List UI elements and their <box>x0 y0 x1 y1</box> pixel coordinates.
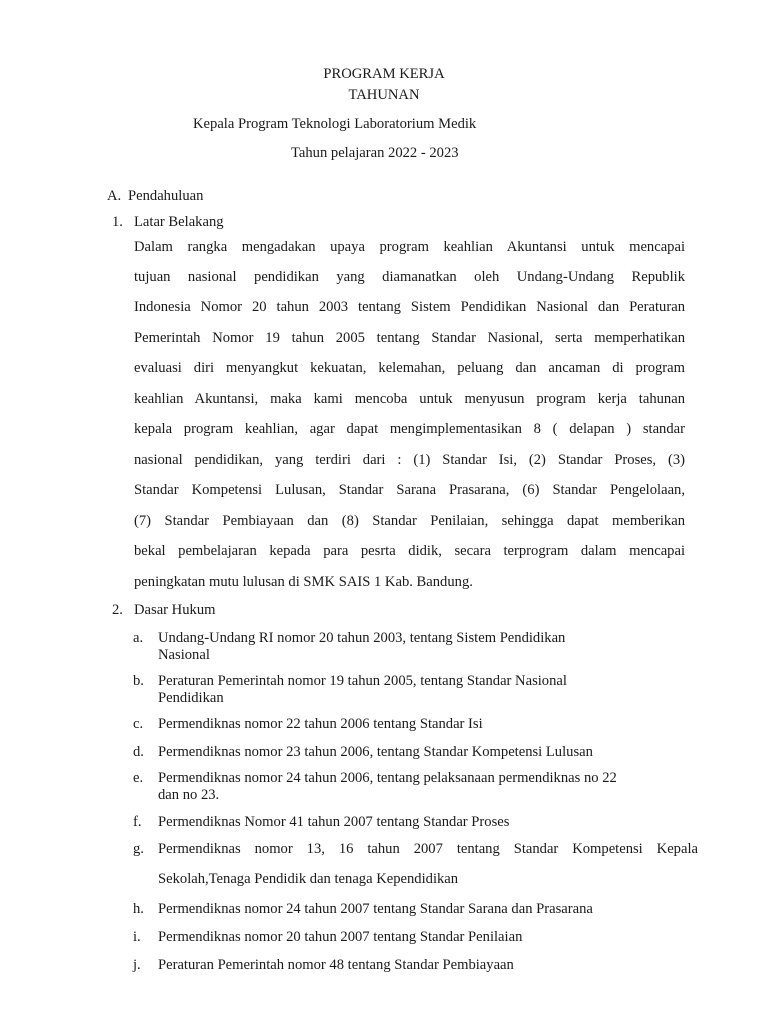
paragraph-line: Dalam rangka mengadakan upaya program keahlian Akuntansi untuk mencapai <box>134 239 685 255</box>
section-1-heading: Latar Belakang <box>134 214 224 230</box>
title-line-2: TAHUNAN <box>348 87 420 103</box>
list-item-text: Permendiknas nomor 20 tahun 2007 tentang Standar Penilaian <box>158 929 523 945</box>
subtitle: Kepala Program Teknologi Laboratorium Medik <box>193 116 477 132</box>
list-item-text: Undang-Undang RI nomor 20 tahun 2003, tentang Sistem Pendidikan Nasional <box>158 630 566 663</box>
paragraph-line: nasional pendidikan, yang terdiri dari : (1) Standar Isi, (2) Standar Proses, (3) <box>134 452 685 468</box>
list-item-text: Peraturan Pemerintah nomor 48 tentang Standar Pembiayaan <box>158 957 514 973</box>
list-marker: a. <box>133 630 144 646</box>
school-year: Tahun pelajaran 2022 - 2023 <box>291 145 459 161</box>
list-marker: g. <box>133 841 144 857</box>
paragraph-line: Standar Kompetensi Lulusan, Standar Sarana Prasarana, (6) Standar Pengelolaan, <box>134 482 685 498</box>
list-item-text-continued: Sekolah,Tenaga Pendidik dan tenaga Kependidikan <box>158 871 459 887</box>
list-item-text: Permendiknas nomor 22 tahun 2006 tentang Standar Isi <box>158 716 483 732</box>
paragraph-line: bekal pembelajaran kepada para pesrta didik, secara terprogram dalam mencapai <box>134 543 685 559</box>
paragraph-line: kepala program keahlian, agar dapat mengimplementasikan 8 ( delapan ) standar <box>134 421 685 437</box>
list-marker: d. <box>133 744 144 760</box>
paragraph-line: Pemerintah Nomor 19 tahun 2005 tentang Standar Nasional, serta memperhatikan <box>134 330 685 346</box>
section-a-marker: A. <box>107 188 122 204</box>
list-marker: i. <box>133 929 141 945</box>
paragraph-line: (7) Standar Pembiayaan dan (8) Standar Penilaian, sehingga dapat memberikan <box>134 513 685 529</box>
paragraph-line: keahlian Akuntansi, maka kami mencoba untuk menyusun program kerja tahunan <box>134 391 685 407</box>
paragraph-line: tujuan nasional pendidikan yang diamanatkan oleh Undang-Undang Republik <box>134 269 685 285</box>
list-item-text: Permendiknas nomor 23 tahun 2006, tentang Standar Kompetensi Lulusan <box>158 744 593 760</box>
section-1-marker: 1. <box>112 214 123 230</box>
section-a-heading: Pendahuluan <box>128 188 204 204</box>
list-item-text: Permendiknas nomor 24 tahun 2006, tentang pelaksanaan permendiknas no 22 dan no 23. <box>158 770 617 803</box>
list-item-text: Permendiknas Nomor 41 tahun 2007 tentang Standar Proses <box>158 814 510 830</box>
paragraph-line: peningkatan mutu lulusan di SMK SAIS 1 Kab. Bandung. <box>134 574 473 590</box>
list-marker: f. <box>133 814 142 830</box>
section-2-heading: Dasar Hukum <box>134 602 216 618</box>
paragraph-line: evaluasi diri menyangkut kekuatan, kelemahan, peluang dan ancaman di program <box>134 360 685 376</box>
title-line-1: PROGRAM KERJA <box>323 66 445 82</box>
paragraph-line: Indonesia Nomor 20 tahun 2003 tentang Sistem Pendidikan Nasional dan Peraturan <box>134 299 685 315</box>
list-marker: b. <box>133 673 144 689</box>
list-marker: c. <box>133 716 144 732</box>
list-item-text: Permendiknas nomor 13, 16 tahun 2007 tentang Standar Kompetensi Kepala <box>158 841 698 857</box>
list-marker: e. <box>133 770 144 786</box>
list-item-text: Peraturan Pemerintah nomor 19 tahun 2005, tentang Standar Nasional Pendidikan <box>158 673 567 706</box>
list-item-text: Permendiknas nomor 24 tahun 2007 tentang Standar Sarana dan Prasarana <box>158 901 593 917</box>
list-marker: j. <box>133 957 141 973</box>
list-marker: h. <box>133 901 144 917</box>
section-2-marker: 2. <box>112 602 123 618</box>
